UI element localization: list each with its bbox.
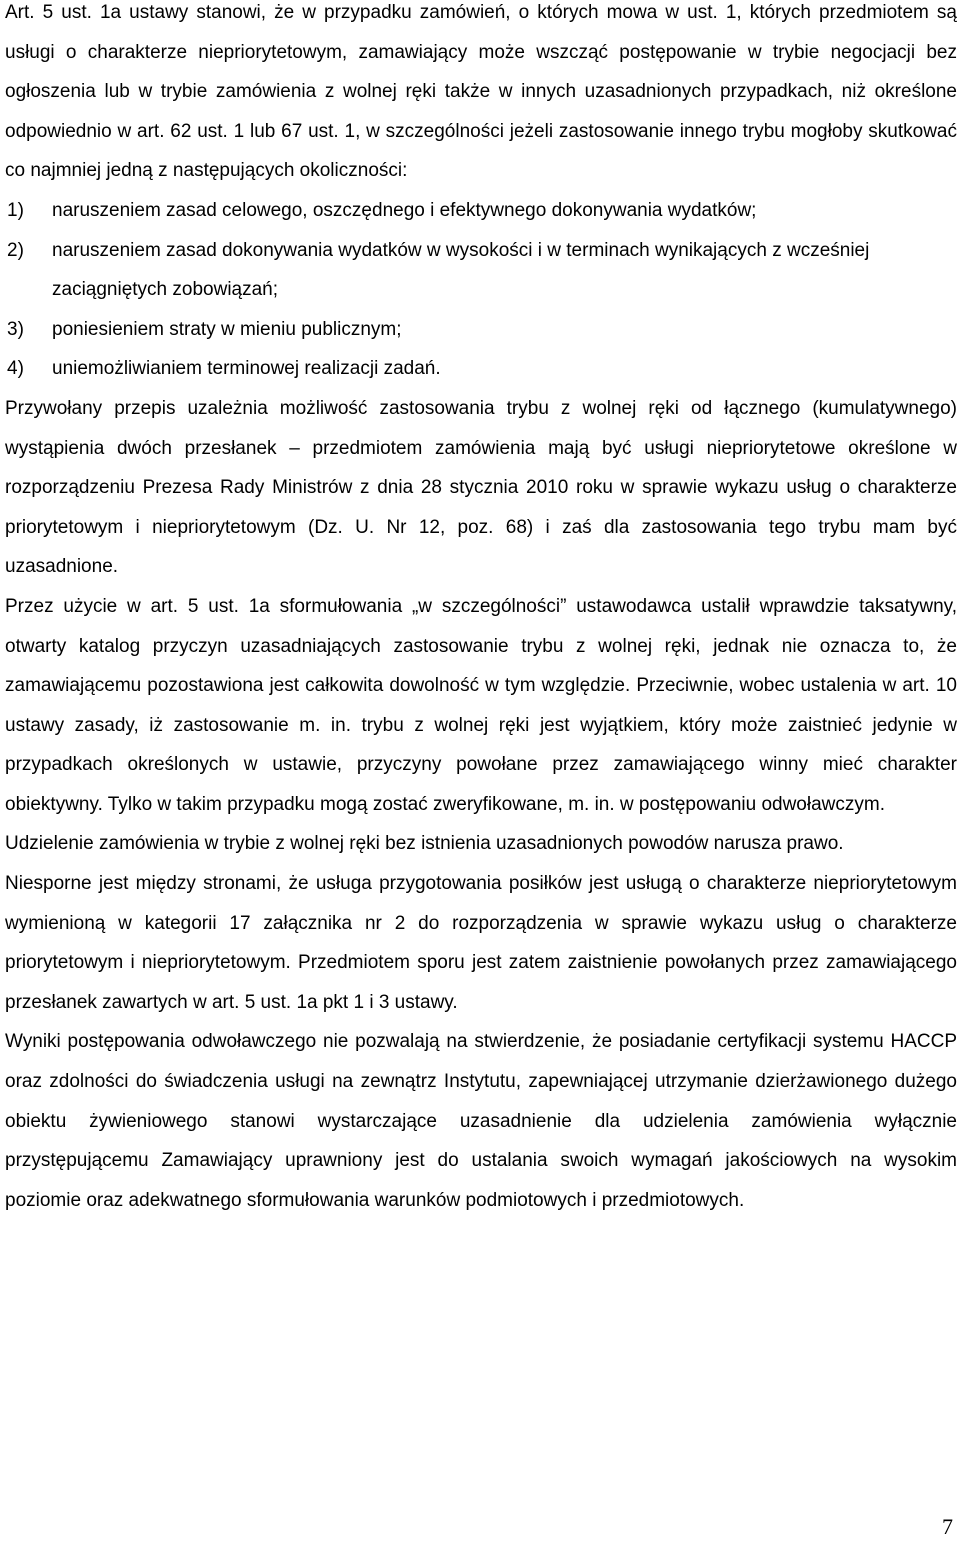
circumstances-list	[5, 191, 957, 389]
body-paragraph: Niesporne jest między stronami, że usługa przygotowania posiłków jest usługą o charakterze niepriorytetowym wymienioną w kategorii 17 załącznika nr 2 do rozporządzenia w sprawie wykazu usług o charakterze priorytetowym i niepriorytetowym. Przedmiotem sporu jest zatem zaistnienie powołanych przez zamawiającego przesłanek zawartych w art. 5 ust. 1a pkt 1 i 3 ustawy.	[5, 873, 957, 1013]
list-item-number: 1)	[7, 199, 24, 221]
document-page	[5, 0, 957, 1220]
intro-paragraph: Art. 5 ust. 1a ustawy stanowi, że w przypadku zamówień, o których mowa w ust. 1, których przedmiotem są usługi o charakterze niepriorytetowym, zamawiający może wszcząć postępowanie w trybie negocjacji bez ogłoszenia lub w trybie zamówienia z wolnej ręki także w innych uzasadnionych przypadkach, niż określone odpowiednio w art. 62 ust. 1 lub 67 ust. 1, w szczególności jeżeli zastosowanie innego trybu mogłoby skutkować co najmniej jedną z następujących okoliczności:	[5, 2, 957, 182]
list-item	[5, 310, 957, 350]
list-item	[5, 231, 957, 310]
list-item-text: poniesieniem straty w mieniu publicznym;	[52, 318, 402, 340]
list-item	[5, 349, 957, 389]
body-paragraph: Przez użycie w art. 5 ust. 1a sformułowania „w szczególności” ustawodawca ustalił wprawdzie taksatywny, otwarty katalog przyczyn uzasadniających zastosowanie trybu z wolnej ręki, jednak nie oznacza to, że zamawiającemu pozostawiona jest całkowita dowolność w tym względzie. Przeciwnie, wobec ustalenia w art. 10 ustawy zasady, iż zastosowanie m. in. trybu z wolnej ręki jest wyjątkiem, który może zaistnieć jedynie w przypadkach określonych w ustawie, przyczyny powołane przez zamawiającego winny mieć charakter obiektywny. Tylko w takim przypadku mogą zostać zweryfikowane, m. in. w postępowaniu odwoławczym.	[5, 595, 957, 815]
list-item-number: 4)	[7, 358, 24, 380]
list-item	[5, 191, 957, 231]
list-item-text: naruszeniem zasad celowego, oszczędnego i efektywnego dokonywania wydatków;	[52, 199, 757, 221]
list-item-text: naruszeniem zasad dokonywania wydatków w wysokości i w terminach wynikających z wcześniej zaciągniętych zobowiązań;	[52, 239, 870, 301]
list-item-text: uniemożliwianiem terminowej realizacji zadań.	[52, 358, 441, 380]
list-item-number: 3)	[7, 318, 24, 340]
list-item-number: 2)	[7, 239, 24, 261]
page-number: 7	[942, 1514, 953, 1539]
body-paragraph: Przywołany przepis uzależnia możliwość zastosowania trybu z wolnej ręki od łącznego (kumulatywnego) wystąpienia dwóch przesłanek – przedmiotem zamówienia mają być usługi niepriorytetowe określone w rozporządzeniu Prezesa Rady Ministrów z dnia 28 stycznia 2010 roku w sprawie wykazu usług o charakterze priorytetowym i niepriorytetowym (Dz. U. Nr 12, poz. 68) i zaś dla zastosowania tego trybu mam być uzasadnione.	[5, 397, 957, 578]
body-paragraph: Udzielenie zamówienia w trybie z wolnej ręki bez istnienia uzasadnionych powodów narusza prawo.	[5, 833, 844, 855]
body-paragraph: Wyniki postępowania odwoławczego nie pozwalają na stwierdzenie, że posiadanie certyfikacji systemu HACCP oraz zdolności do świadczenia usługi na zewnątrz Instytutu, zapewniającej utrzymanie dzierżawionego dużego obiektu żywieniowego stanowi wystarczające uzasadnienie dla udzielenia zamówienia wyłącznie przystępującemu Zamawiający uprawniony jest do ustalania swoich wymagań jakościowych na wysokim poziomie oraz adekwatnego sformułowania warunków podmiotowych i przedmiotowych.	[5, 1031, 957, 1211]
